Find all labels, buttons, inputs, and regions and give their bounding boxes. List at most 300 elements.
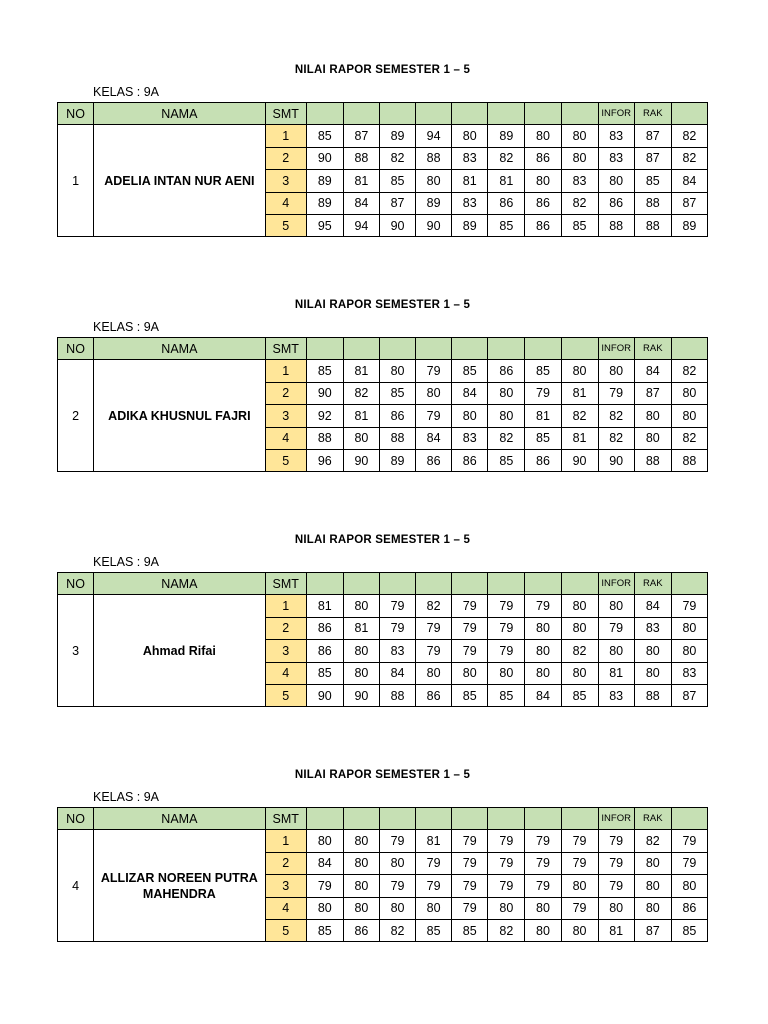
score-cell: 81 (343, 405, 379, 427)
score-cell: 86 (598, 192, 634, 214)
student-number: 3 (58, 595, 94, 707)
score-cell: 79 (416, 852, 452, 874)
score-cell: 82 (561, 405, 598, 427)
grades-table (57, 337, 708, 472)
score-cell: 81 (416, 830, 452, 852)
score-cell: 87 (379, 192, 415, 214)
score-cell: 87 (343, 125, 379, 147)
header-subject (416, 808, 452, 830)
student-name: ADIKA KHUSNUL FAJRI (94, 360, 266, 472)
score-cell: 83 (671, 662, 707, 684)
score-cell: 85 (452, 919, 488, 941)
semester-cell: 5 (265, 449, 306, 471)
score-cell: 79 (488, 617, 525, 639)
score-cell: 90 (343, 684, 379, 706)
header-subject: RAK (634, 808, 671, 830)
score-cell: 80 (561, 595, 598, 617)
header-smt: SMT (265, 103, 306, 125)
score-cell: 81 (452, 170, 488, 192)
score-cell: 80 (671, 405, 707, 427)
header-subject (306, 103, 343, 125)
score-cell: 89 (416, 192, 452, 214)
header-subject (488, 338, 525, 360)
score-cell: 83 (598, 684, 634, 706)
header-subject: INFOR (598, 573, 634, 595)
header-no: NO (58, 338, 94, 360)
score-cell: 82 (488, 919, 525, 941)
score-cell: 79 (598, 830, 634, 852)
semester-cell: 4 (265, 662, 306, 684)
class-label: KELAS : 9A (93, 320, 160, 334)
score-cell: 79 (561, 830, 598, 852)
score-cell: 82 (488, 147, 525, 169)
header-subject: RAK (634, 103, 671, 125)
score-cell: 85 (306, 919, 343, 941)
score-cell: 80 (416, 382, 452, 404)
header-subject (561, 573, 598, 595)
score-cell: 80 (598, 170, 634, 192)
score-cell: 85 (306, 662, 343, 684)
score-cell: 85 (306, 360, 343, 382)
score-cell: 79 (452, 897, 488, 919)
score-cell: 83 (452, 427, 488, 449)
score-cell: 80 (634, 897, 671, 919)
score-cell: 87 (634, 125, 671, 147)
semester-cell: 2 (265, 852, 306, 874)
score-cell: 85 (379, 170, 415, 192)
score-cell: 82 (634, 830, 671, 852)
score-cell: 82 (561, 192, 598, 214)
score-cell: 82 (561, 640, 598, 662)
score-cell: 94 (416, 125, 452, 147)
score-cell: 85 (306, 125, 343, 147)
header-subject (416, 103, 452, 125)
score-cell: 80 (488, 382, 525, 404)
header-nama: NAMA (94, 573, 266, 595)
score-cell: 82 (598, 405, 634, 427)
semester-cell: 3 (265, 640, 306, 662)
score-cell: 86 (488, 360, 525, 382)
score-cell: 79 (525, 875, 561, 897)
score-cell: 84 (416, 427, 452, 449)
score-cell: 80 (634, 852, 671, 874)
score-cell: 80 (343, 875, 379, 897)
score-cell: 85 (488, 214, 525, 236)
semester-cell: 1 (265, 595, 306, 617)
semester-cell: 3 (265, 405, 306, 427)
score-cell: 79 (561, 897, 598, 919)
score-cell: 79 (416, 405, 452, 427)
score-cell: 80 (488, 662, 525, 684)
score-cell: 79 (598, 875, 634, 897)
header-subject: RAK (634, 338, 671, 360)
score-cell: 86 (525, 449, 561, 471)
score-cell: 83 (598, 147, 634, 169)
header-subject (452, 573, 488, 595)
score-cell: 84 (671, 170, 707, 192)
score-cell: 82 (416, 595, 452, 617)
score-cell: 85 (671, 919, 707, 941)
score-cell: 86 (488, 192, 525, 214)
score-cell: 87 (634, 919, 671, 941)
semester-cell: 5 (265, 684, 306, 706)
score-cell: 86 (671, 897, 707, 919)
score-cell: 88 (416, 147, 452, 169)
class-label: KELAS : 9A (93, 85, 160, 99)
semester-cell: 1 (265, 360, 306, 382)
score-cell: 79 (452, 617, 488, 639)
score-cell: 89 (379, 449, 415, 471)
score-cell: 80 (671, 640, 707, 662)
header-subject: INFOR (598, 808, 634, 830)
score-cell: 90 (416, 214, 452, 236)
score-cell: 80 (525, 617, 561, 639)
score-cell: 80 (561, 360, 598, 382)
score-cell: 80 (379, 360, 415, 382)
semester-cell: 5 (265, 919, 306, 941)
score-cell: 80 (561, 617, 598, 639)
score-cell: 80 (598, 595, 634, 617)
semester-cell: 4 (265, 897, 306, 919)
header-subject (488, 103, 525, 125)
header-subject (306, 573, 343, 595)
header-subject (525, 103, 561, 125)
student-name: Ahmad Rifai (94, 595, 266, 707)
header-subject (561, 338, 598, 360)
semester-cell: 3 (265, 875, 306, 897)
score-cell: 80 (671, 875, 707, 897)
table-row (58, 595, 708, 617)
score-cell: 79 (525, 595, 561, 617)
score-cell: 80 (488, 405, 525, 427)
header-subject (488, 808, 525, 830)
score-cell: 80 (634, 875, 671, 897)
score-cell: 89 (488, 125, 525, 147)
score-cell: 88 (634, 192, 671, 214)
student-number: 4 (58, 830, 94, 942)
score-cell: 79 (416, 360, 452, 382)
report-title: NILAI RAPOR SEMESTER 1 – 5 (294, 299, 471, 311)
score-cell: 84 (343, 192, 379, 214)
score-cell: 79 (379, 875, 415, 897)
score-cell: 96 (306, 449, 343, 471)
score-cell: 87 (634, 147, 671, 169)
score-cell: 90 (306, 382, 343, 404)
score-cell: 80 (452, 125, 488, 147)
header-subject (671, 338, 707, 360)
score-cell: 81 (343, 617, 379, 639)
score-cell: 90 (306, 147, 343, 169)
score-cell: 81 (598, 919, 634, 941)
score-cell: 88 (634, 449, 671, 471)
score-cell: 79 (452, 875, 488, 897)
score-cell: 85 (488, 684, 525, 706)
score-cell: 79 (525, 830, 561, 852)
score-cell: 89 (306, 170, 343, 192)
header-nama: NAMA (94, 808, 266, 830)
score-cell: 82 (598, 427, 634, 449)
score-cell: 79 (416, 875, 452, 897)
score-cell: 79 (452, 852, 488, 874)
score-cell: 80 (671, 617, 707, 639)
score-cell: 86 (306, 617, 343, 639)
score-cell: 84 (525, 684, 561, 706)
semester-cell: 1 (265, 830, 306, 852)
student-number: 1 (58, 125, 94, 237)
score-cell: 79 (379, 830, 415, 852)
header-subject (561, 103, 598, 125)
class-label: KELAS : 9A (93, 790, 160, 804)
semester-cell: 4 (265, 192, 306, 214)
score-cell: 86 (306, 640, 343, 662)
score-cell: 79 (488, 640, 525, 662)
header-subject: INFOR (598, 338, 634, 360)
header-subject (416, 573, 452, 595)
score-cell: 80 (634, 427, 671, 449)
score-cell: 82 (488, 427, 525, 449)
header-subject: RAK (634, 573, 671, 595)
score-cell: 80 (416, 170, 452, 192)
score-cell: 80 (561, 919, 598, 941)
header-subject (452, 103, 488, 125)
score-cell: 81 (488, 170, 525, 192)
header-nama: NAMA (94, 338, 266, 360)
header-no: NO (58, 103, 94, 125)
score-cell: 79 (379, 595, 415, 617)
header-subject (488, 573, 525, 595)
table-header-row (58, 808, 708, 830)
header-smt: SMT (265, 573, 306, 595)
score-cell: 80 (598, 897, 634, 919)
score-cell: 80 (525, 662, 561, 684)
class-label: KELAS : 9A (93, 555, 160, 569)
score-cell: 86 (452, 449, 488, 471)
table-row (58, 360, 708, 382)
header-no: NO (58, 573, 94, 595)
score-cell: 88 (343, 147, 379, 169)
score-cell: 85 (452, 360, 488, 382)
score-cell: 79 (488, 830, 525, 852)
score-cell: 88 (306, 427, 343, 449)
semester-cell: 2 (265, 147, 306, 169)
score-cell: 79 (598, 617, 634, 639)
student-name: ADELIA INTAN NUR AENI (94, 125, 266, 237)
score-cell: 79 (452, 595, 488, 617)
grades-table (57, 807, 708, 942)
score-cell: 79 (452, 640, 488, 662)
report-title: NILAI RAPOR SEMESTER 1 – 5 (294, 534, 471, 546)
header-subject (671, 103, 707, 125)
score-cell: 80 (343, 662, 379, 684)
score-cell: 80 (525, 125, 561, 147)
semester-cell: 5 (265, 214, 306, 236)
score-cell: 80 (561, 662, 598, 684)
score-cell: 82 (671, 125, 707, 147)
score-cell: 80 (598, 640, 634, 662)
score-cell: 82 (379, 147, 415, 169)
score-cell: 81 (598, 662, 634, 684)
score-cell: 80 (525, 897, 561, 919)
score-cell: 95 (306, 214, 343, 236)
score-cell: 88 (634, 684, 671, 706)
score-cell: 89 (452, 214, 488, 236)
header-smt: SMT (265, 808, 306, 830)
table-header-row (58, 573, 708, 595)
score-cell: 87 (671, 684, 707, 706)
header-subject (343, 103, 379, 125)
score-cell: 80 (343, 852, 379, 874)
score-cell: 83 (561, 170, 598, 192)
score-cell: 80 (488, 897, 525, 919)
score-cell: 88 (379, 684, 415, 706)
semester-cell: 2 (265, 382, 306, 404)
score-cell: 83 (598, 125, 634, 147)
score-cell: 81 (561, 382, 598, 404)
student-number: 2 (58, 360, 94, 472)
score-cell: 84 (634, 360, 671, 382)
header-subject (416, 338, 452, 360)
score-cell: 90 (561, 449, 598, 471)
score-cell: 88 (634, 214, 671, 236)
score-cell: 85 (416, 919, 452, 941)
score-cell: 89 (306, 192, 343, 214)
score-cell: 81 (343, 170, 379, 192)
score-cell: 87 (671, 192, 707, 214)
score-cell: 86 (525, 192, 561, 214)
score-cell: 80 (671, 382, 707, 404)
score-cell: 80 (306, 830, 343, 852)
grades-table (57, 572, 708, 707)
score-cell: 85 (452, 684, 488, 706)
score-cell: 79 (452, 830, 488, 852)
score-cell: 79 (306, 875, 343, 897)
semester-cell: 3 (265, 170, 306, 192)
score-cell: 80 (343, 830, 379, 852)
semester-cell: 4 (265, 427, 306, 449)
score-cell: 79 (671, 830, 707, 852)
student-name: ALLIZAR NOREEN PUTRA MAHENDRA (94, 830, 266, 942)
score-cell: 85 (379, 382, 415, 404)
score-cell: 80 (634, 640, 671, 662)
header-subject (343, 338, 379, 360)
score-cell: 92 (306, 405, 343, 427)
score-cell: 81 (561, 427, 598, 449)
header-subject (452, 808, 488, 830)
score-cell: 80 (525, 919, 561, 941)
header-no: NO (58, 808, 94, 830)
header-smt: SMT (265, 338, 306, 360)
score-cell: 82 (671, 427, 707, 449)
header-subject: INFOR (598, 103, 634, 125)
score-cell: 83 (634, 617, 671, 639)
header-subject (343, 808, 379, 830)
report-title: NILAI RAPOR SEMESTER 1 – 5 (294, 64, 471, 76)
score-cell: 90 (306, 684, 343, 706)
grades-table (57, 102, 708, 237)
score-cell: 81 (306, 595, 343, 617)
score-cell: 80 (416, 662, 452, 684)
score-cell: 79 (671, 595, 707, 617)
score-cell: 84 (452, 382, 488, 404)
score-cell: 86 (416, 449, 452, 471)
score-cell: 84 (306, 852, 343, 874)
score-cell: 80 (379, 852, 415, 874)
score-cell: 86 (525, 214, 561, 236)
score-cell: 85 (561, 214, 598, 236)
score-cell: 79 (379, 617, 415, 639)
score-cell: 86 (525, 147, 561, 169)
score-cell: 85 (525, 427, 561, 449)
score-cell: 79 (525, 852, 561, 874)
header-subject (671, 808, 707, 830)
score-cell: 90 (343, 449, 379, 471)
header-subject (343, 573, 379, 595)
score-cell: 84 (634, 595, 671, 617)
score-cell: 79 (416, 617, 452, 639)
header-subject (306, 338, 343, 360)
header-subject (452, 338, 488, 360)
score-cell: 86 (343, 919, 379, 941)
table-row (58, 125, 708, 147)
header-nama: NAMA (94, 103, 266, 125)
semester-cell: 1 (265, 125, 306, 147)
score-cell: 80 (634, 405, 671, 427)
score-cell: 88 (671, 449, 707, 471)
score-cell: 80 (452, 662, 488, 684)
score-cell: 85 (525, 360, 561, 382)
score-cell: 80 (452, 405, 488, 427)
score-cell: 82 (671, 360, 707, 382)
score-cell: 80 (343, 427, 379, 449)
score-cell: 80 (343, 595, 379, 617)
score-cell: 88 (598, 214, 634, 236)
score-cell: 79 (488, 595, 525, 617)
score-cell: 80 (598, 360, 634, 382)
score-cell: 79 (598, 382, 634, 404)
score-cell: 85 (561, 684, 598, 706)
score-cell: 79 (416, 640, 452, 662)
score-cell: 80 (561, 875, 598, 897)
score-cell: 87 (634, 382, 671, 404)
score-cell: 79 (598, 852, 634, 874)
score-cell: 82 (671, 147, 707, 169)
table-row (58, 830, 708, 852)
score-cell: 83 (379, 640, 415, 662)
header-subject (379, 808, 415, 830)
report-title: NILAI RAPOR SEMESTER 1 – 5 (294, 769, 471, 781)
score-cell: 80 (343, 897, 379, 919)
score-cell: 79 (525, 382, 561, 404)
score-cell: 80 (525, 170, 561, 192)
header-subject (379, 103, 415, 125)
score-cell: 79 (561, 852, 598, 874)
score-cell: 80 (634, 662, 671, 684)
score-cell: 81 (525, 405, 561, 427)
score-cell: 80 (561, 125, 598, 147)
score-cell: 80 (525, 640, 561, 662)
score-cell: 83 (452, 147, 488, 169)
score-cell: 79 (488, 875, 525, 897)
score-cell: 79 (671, 852, 707, 874)
score-cell: 84 (379, 662, 415, 684)
score-cell: 80 (416, 897, 452, 919)
header-subject (379, 338, 415, 360)
header-subject (525, 808, 561, 830)
score-cell: 86 (416, 684, 452, 706)
header-subject (306, 808, 343, 830)
header-subject (671, 573, 707, 595)
score-cell: 81 (343, 360, 379, 382)
